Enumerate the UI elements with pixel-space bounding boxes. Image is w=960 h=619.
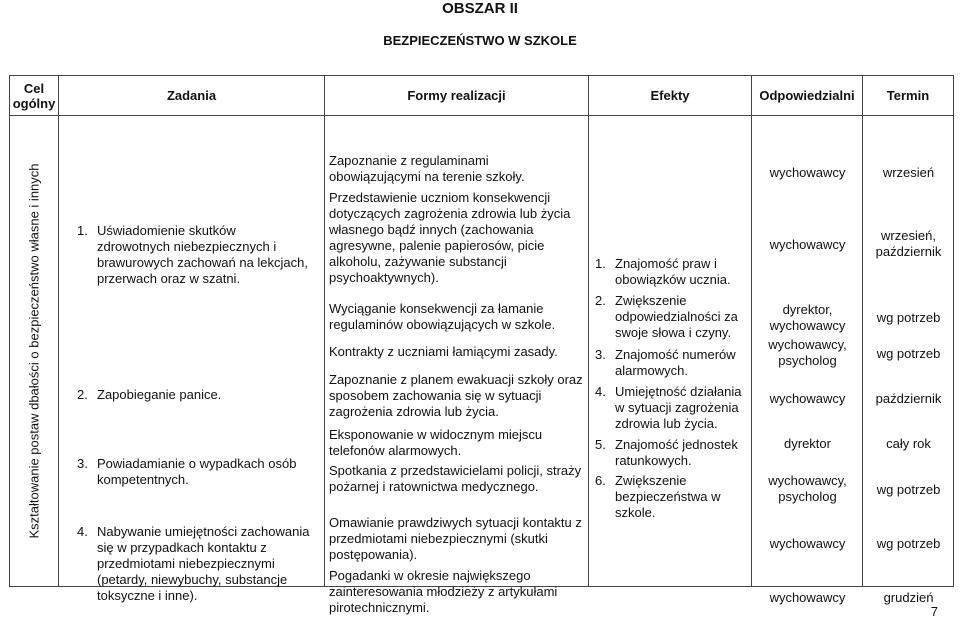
- page-subtitle: BEZPIECZEŃSTWO W SZKOLE: [383, 33, 577, 48]
- forma-item: Zapoznanie z planem ewakuacji szkoły oraz sposobem zachowania się w sytuacji zagrożenia zdrowia lub życia.: [329, 372, 583, 419]
- odpowiedzialni-item: wychowawcy, psycholog: [768, 337, 847, 368]
- zadanie-item: 1. Uświadomienie skutków zdrowotnych niebezpiecznych i brawurowych zachowań na lekcjach, przerwach oraz w szatni.: [77, 223, 308, 286]
- efekt-item: 4. Umiejętność działania w sytuacji zagrożenia zdrowia lub życia.: [595, 384, 742, 431]
- zadanie-item: 3. Powiadamianie o wypadkach osób kompetentnych.: [77, 456, 297, 487]
- zadania-cell: [59, 116, 325, 603]
- termin-item: wrzesień: [882, 165, 935, 180]
- header-cel: Cel ogólny: [10, 76, 59, 116]
- odpowiedzialni-item: wychowawcy: [769, 590, 846, 605]
- zadanie-item: 4. Nabywanie umiejętności zachowania się w przypadkach kontaktu z przedmiotami niebezpiecznymi (petardy, niewybuchy, substancje toksyczne i inne).: [77, 524, 310, 603]
- header-efekty: Efekty: [589, 76, 752, 116]
- odpowiedzialni-item: wychowawcy: [769, 391, 846, 406]
- odpowiedzialni-item: dyrektor: [784, 436, 831, 451]
- table-header-row: [10, 76, 954, 116]
- termin-cell: [863, 116, 954, 605]
- termin-item: cały rok: [886, 436, 931, 451]
- efekt-item: 3. Znajomość numerów alarmowych.: [595, 347, 736, 378]
- termin-item: wg potrzeb: [876, 346, 941, 361]
- termin-item: grudzień: [883, 590, 934, 605]
- odpowiedzialni-cell: [752, 116, 863, 605]
- efekt-item: 6. Zwiększenie bezpieczeństwa w szkole.: [595, 473, 721, 520]
- efekty-cell: [589, 116, 752, 587]
- header-odpowiedzialni: Odpowiedzialni: [752, 76, 863, 116]
- efekt-item: 1. Znajomość praw i obowiązków ucznia.: [595, 256, 731, 287]
- header-zadania: Zadania: [59, 76, 325, 116]
- forma-item: Omawianie prawdziwych sytuacji kontaktu z przedmiotami niebezpiecznymi (skutki postępowania).: [329, 515, 582, 562]
- termin-item: październik: [875, 391, 942, 406]
- forma-item: Spotkania z przedstawicielami policji, straży pożarnej i ratownictwa medycznego.: [329, 463, 582, 494]
- forma-item: Przedstawienie uczniom konsekwencji dotyczących zagrożenia zdrowia lub życia własnego bądź innych (zachowania agresywne, palenie papierosów, picie alkoholu, zażywanie substancji psychoaktywnych).: [329, 190, 571, 285]
- efekt-item: 2. Zwiększenie odpowiedzialności za swoje słowa i czyny.: [595, 293, 738, 340]
- forma-item: Wyciąganie konsekwencji za łamanie regulaminów obowiązujących w szkole.: [329, 301, 556, 332]
- header-formy: Formy realizacji: [325, 76, 589, 116]
- termin-item: wg potrzeb: [876, 310, 941, 325]
- cel-text: Kształtowanie postaw dbałości o bezpieczeństwo własne i innych: [26, 163, 42, 539]
- header-termin: Termin: [863, 76, 954, 116]
- cel-cell: [10, 116, 59, 587]
- forma-item: Pogadanki w okresie największego zainteresowania młodzieży z artykułami pirotechnicznymi.: [329, 568, 558, 615]
- forma-item: Zapoznanie z regulaminami obowiązującymi na terenie szkoły.: [329, 153, 525, 184]
- plan-table: [9, 75, 954, 615]
- forma-item: Kontrakty z uczniami łamiącymi zasady.: [329, 344, 558, 359]
- page-title: OBSZAR II: [442, 0, 518, 17]
- termin-item: wrzesień, październik: [875, 228, 942, 259]
- page-number: 7: [930, 604, 938, 619]
- efekt-item: 5. Znajomość jednostek ratunkowych.: [595, 437, 738, 468]
- zadanie-item: 2. Zapobieganie panice.: [77, 387, 222, 402]
- forma-item: Eksponowanie w widocznym miejscu telefonów alarmowych.: [329, 427, 543, 458]
- formy-cell: [325, 116, 589, 615]
- odpowiedzialni-item: wychowawcy: [769, 237, 846, 252]
- termin-item: wg potrzeb: [876, 482, 941, 497]
- odpowiedzialni-item: dyrektor, wychowawcy: [769, 302, 846, 333]
- odpowiedzialni-item: wychowawcy: [769, 536, 846, 551]
- termin-item: wg potrzeb: [876, 536, 941, 551]
- odpowiedzialni-item: wychowawcy: [769, 165, 846, 180]
- odpowiedzialni-item: wychowawcy, psycholog: [768, 473, 847, 504]
- table-body-row: [10, 116, 954, 587]
